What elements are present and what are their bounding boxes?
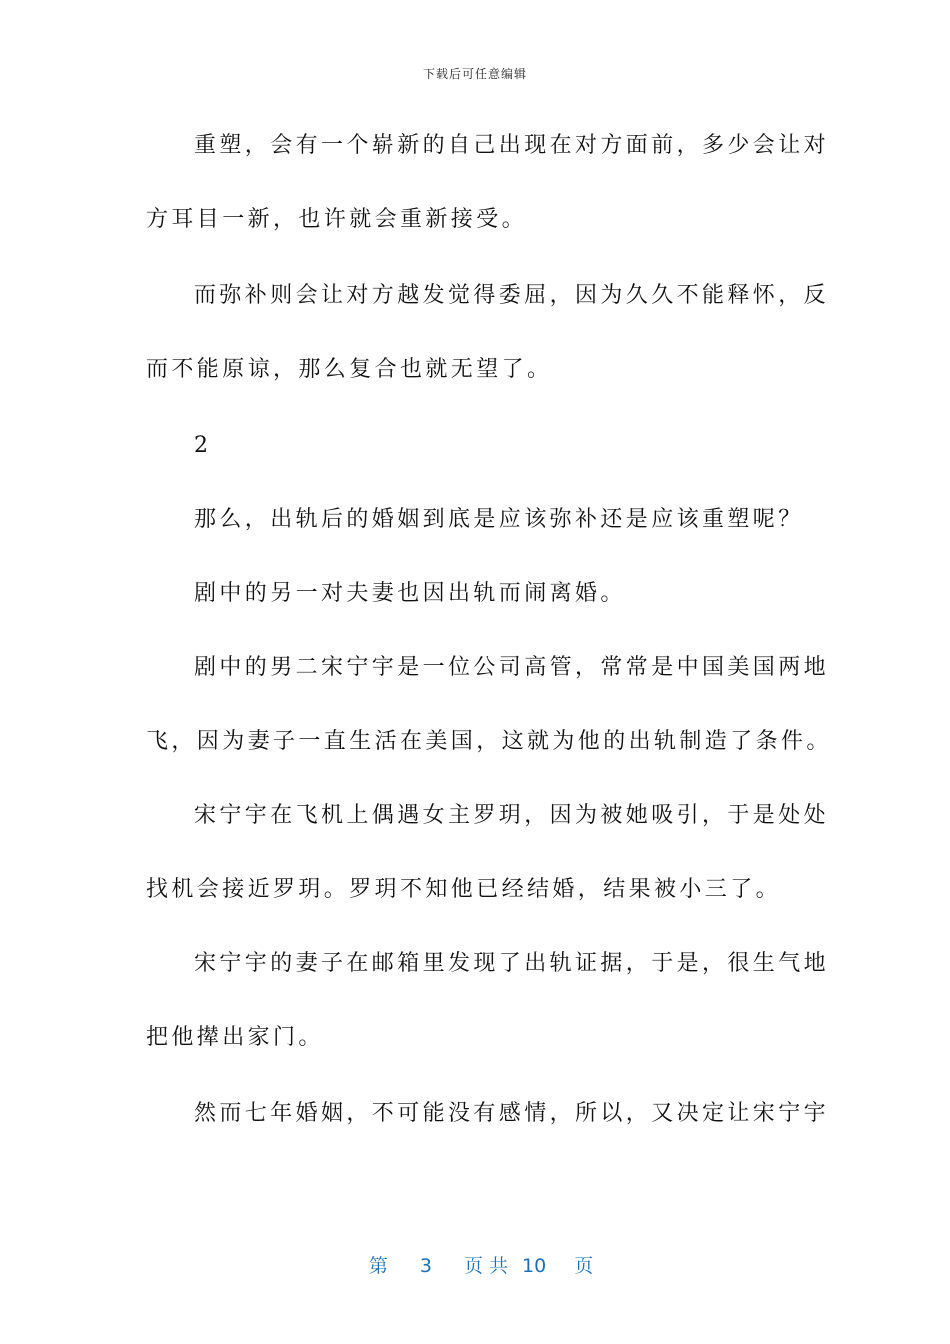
text-line: 剧中的男二宋宁宇是一位公司高管，常常是中国美国两地	[194, 655, 830, 680]
text-line: 然而七年婚姻，不可能没有感情，所以，又决定让宋宁宇	[194, 1101, 830, 1126]
current-page-number: 3	[419, 1255, 432, 1277]
text-line: 而不能原谅，那么复合也就无望了。	[146, 357, 553, 382]
text-line: 飞，因为妻子一直生活在美国，这就为他的出轨制造了条件。	[146, 729, 832, 754]
page-footer	[0, 1224, 950, 1280]
text-line: 宋宁宇在飞机上偶遇女主罗玥，因为被她吸引，于是处处	[194, 803, 830, 828]
text-line: 那么，出轨后的婚姻到底是应该弥补还是应该重塑呢？	[194, 507, 804, 532]
text-line: 宋宁宇的妻子在邮箱里发现了出轨证据，于是，很生气地	[194, 951, 830, 976]
text-line: 把他撵出家门。	[146, 1025, 324, 1050]
footer-ye: 页	[574, 1255, 594, 1277]
text-line: 重塑，会有一个崭新的自己出现在对方面前，多少会让对	[194, 133, 830, 158]
page-header: 下载后可任意编辑	[422, 67, 527, 81]
text-line: 而弥补则会让对方越发觉得委屈，因为久久不能释怀，反	[194, 283, 830, 308]
section-number: 2	[194, 433, 212, 458]
text-line: 剧中的另一对夫妻也因出轨而闹离婚。	[194, 581, 626, 606]
total-pages-number: 10	[522, 1255, 547, 1277]
text-line: 找机会接近罗玥。罗玥不知他已经结婚，结果被小三了。	[146, 877, 782, 902]
text-line: 方耳目一新，也许就会重新接受。	[146, 207, 528, 232]
footer-ye-gong: 页 共	[463, 1255, 509, 1277]
footer-di: 第	[368, 1255, 388, 1277]
